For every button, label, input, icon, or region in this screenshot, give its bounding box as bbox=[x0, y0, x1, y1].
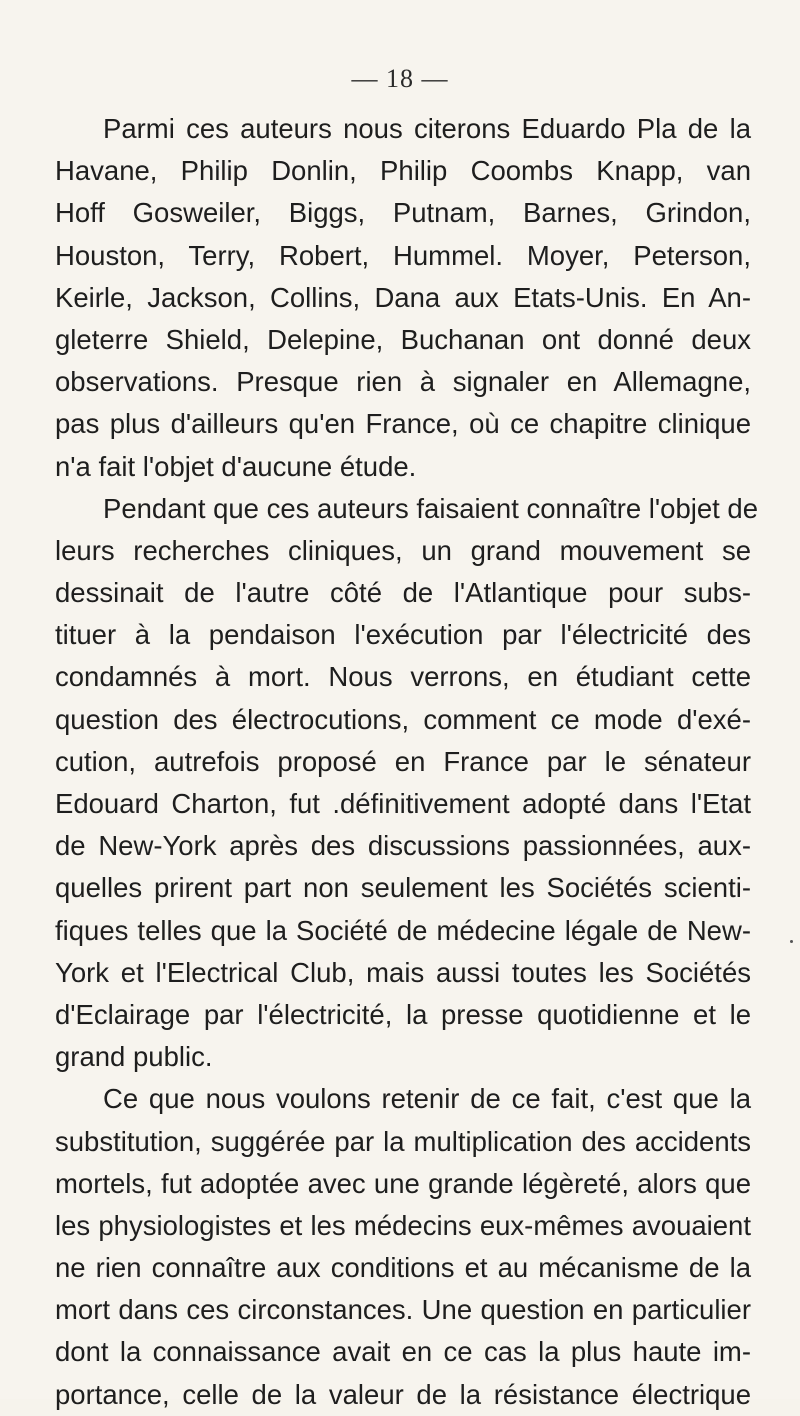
text-line: ne rien connaître aux conditions et au mécanisme de la bbox=[55, 1252, 751, 1284]
text-line: quelles prirent part non seulement les Sociétés scienti- bbox=[55, 872, 751, 904]
page-number: — 18 — bbox=[351, 64, 449, 93]
text-line: Havane, Philip Donlin, Philip Coombs Knapp, van bbox=[55, 155, 751, 187]
body-text bbox=[55, 108, 759, 1416]
text-line: York et l'Electrical Club, mais aussi toutes les Sociétés bbox=[55, 956, 751, 988]
text-line: dessinait de l'autre côté de l'Atlantique pour subs- bbox=[55, 577, 751, 609]
text-line: Keirle, Jackson, Collins, Dana aux Etats-Unis. En An- bbox=[55, 281, 751, 313]
text-line: les physiologistes et les médecins eux-mêmes avouaient bbox=[55, 1209, 751, 1241]
text-line: Edouard Charton, fut .définitivement adopté dans l'Etat bbox=[55, 788, 751, 819]
text-line: d'Eclairage par l'électricité, la presse quotidienne et le bbox=[55, 998, 751, 1030]
text-line: tituer à la pendaison l'exécution par l'électricité des bbox=[55, 619, 751, 651]
text-line: question des électrocutions, comment ce mode d'exé- bbox=[55, 703, 751, 735]
text-line: portance, celle de la valeur de la résistance électrique bbox=[55, 1378, 751, 1410]
print-speck bbox=[790, 940, 793, 943]
text-line: n'a fait l'objet d'aucune étude. bbox=[55, 450, 417, 482]
text-line: observations. Presque rien à signaler en Allemagne, bbox=[55, 366, 751, 398]
text-line: cution, autrefois proposé en France par le sénateur bbox=[55, 745, 751, 777]
text-line: Houston, Terry, Robert, Hummel. Moyer, Peterson, bbox=[55, 239, 751, 271]
text-line: Hoff Gosweiler, Biggs, Putnam, Barnes, Grindon, bbox=[55, 197, 751, 229]
text-line: mortels, fut adoptée avec une grande légèreté, alors que bbox=[55, 1167, 751, 1199]
text-line: fiques telles que la Société de médecine légale de New- bbox=[55, 914, 751, 946]
text-line: gleterre Shield, Delepine, Buchanan ont donné deux bbox=[55, 323, 751, 355]
text-line: grand public. bbox=[55, 1041, 213, 1073]
text-line: pas plus d'ailleurs qu'en France, où ce chapitre clinique bbox=[55, 408, 751, 440]
text-line: Ce que nous voulons retenir de ce fait, c'est que la bbox=[103, 1083, 751, 1115]
text-line: substitution, suggérée par la multiplication des accidents bbox=[55, 1125, 751, 1157]
text-line: condamnés à mort. Nous verrons, en étudiant cette bbox=[55, 661, 751, 693]
text-line: Pendant que ces auteurs faisaient connaître l'objet de bbox=[103, 492, 759, 524]
text-line: de New-York après des discussions passionnées, aux- bbox=[55, 830, 751, 862]
text-line: leurs recherches cliniques, un grand mouvement se bbox=[55, 534, 751, 566]
text-line: mort dans ces circonstances. Une question en particulier bbox=[55, 1294, 751, 1326]
text-line: Parmi ces auteurs nous citerons Eduardo Pla de la bbox=[103, 113, 751, 144]
text-line: dont la connaissance avait en ce cas la plus haute im- bbox=[55, 1336, 751, 1368]
